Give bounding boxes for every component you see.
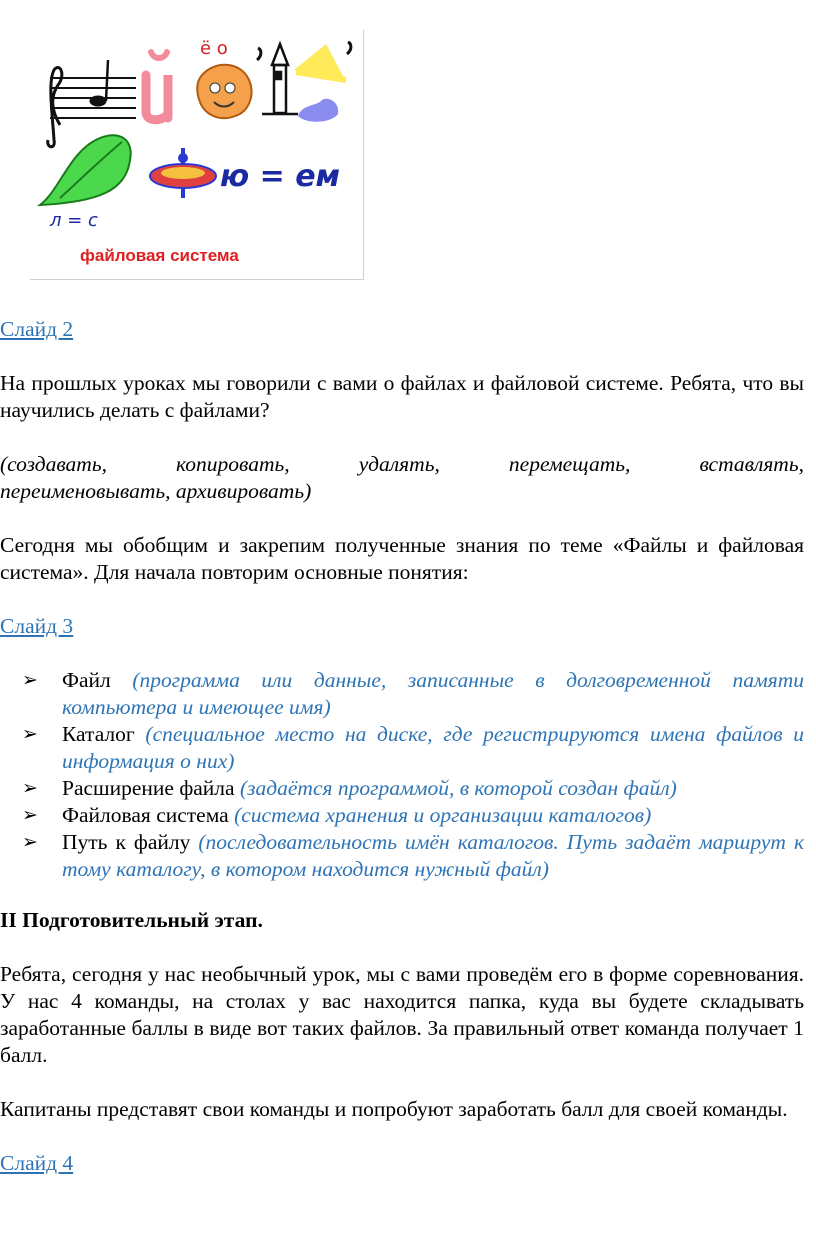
arrow-bullet-icon: ➢ <box>22 778 38 799</box>
small-letters: ё о <box>200 38 228 59</box>
treble-clef-staff-icon <box>48 60 136 147</box>
term-definition: (специальное место на диске, где регистрируются имена файлов и информация о них) <box>62 722 805 773</box>
tower-icon <box>262 44 298 114</box>
term-definition: (программа или данные, записанные в долговременной памяти компьютера и имеющее имя) <box>62 668 804 719</box>
rebus-drawing <box>30 30 364 280</box>
list-item <box>0 667 804 721</box>
slide-2-paragraph-1: На прошлых уроках мы говорили с вами о файлах и файловой системе. Ребята, что вы научились делать с файлами? <box>0 371 804 422</box>
term-definition: (задаётся программой, в которой создан файл) <box>239 776 677 800</box>
term: Файл <box>62 668 111 692</box>
face-icon <box>197 65 251 118</box>
rebus-equation-1: ю = ем <box>220 159 341 194</box>
slide-3-link[interactable]: Слайд 3 <box>0 614 74 638</box>
stage-2-paragraph-1: Ребята, сегодня у нас необычный урок, мы с вами проведём его в форме соревнования. У нас 4 команды, на столах у вас находится папка, куда вы будете складывать заработанные баллы в виде вот таких файлов. За правильный ответ команда получает 1 балл. <box>0 962 804 1067</box>
term: Файловая система <box>62 803 229 827</box>
list-item <box>0 829 804 883</box>
document-body <box>0 316 804 1177</box>
list-item <box>0 721 804 775</box>
cloud-icon <box>298 99 338 122</box>
flag-icon <box>294 42 351 80</box>
slide-2-paragraph-2: Сегодня мы обобщим и закрепим полученные знания по теме «Файлы и файловая система». Для начала повторим основные понятия: <box>0 533 804 584</box>
slide-2-answer-line-1: (создавать, копировать, удалять, перемещать, вставлять, <box>0 452 804 476</box>
stage-2-heading: II Подготовительный этап. <box>0 908 263 932</box>
list-item <box>0 775 804 802</box>
stage-2-paragraph-2: Капитаны представят свои команды и попробуют заработать балл для своей команды. <box>0 1097 788 1121</box>
term: Расширение файла <box>62 776 235 800</box>
pink-letter-icon <box>146 52 168 120</box>
terms-list <box>0 667 804 883</box>
slide-2-answer-line-2: переименовывать, архивировать) <box>0 479 312 503</box>
arrow-bullet-icon: ➢ <box>22 724 38 745</box>
term-definition: (система хранения и организации каталогов) <box>234 803 652 827</box>
term: Путь к файлу <box>62 830 191 854</box>
term-definition: (последовательность имён каталогов. Путь задаёт маршрут к тому каталогу, в котором находится нужный файл) <box>62 830 805 881</box>
spinning-top-icon <box>150 148 216 198</box>
term: Каталог <box>62 722 135 746</box>
rebus-equation-2: л = с <box>50 210 98 231</box>
slide-2-link[interactable]: Слайд 2 <box>0 317 74 341</box>
arrow-bullet-icon: ➢ <box>22 670 38 691</box>
arrow-bullet-icon: ➢ <box>22 832 38 853</box>
rebus-picture <box>30 30 364 280</box>
rebus-caption: файловая система <box>80 246 239 265</box>
arrow-bullet-icon: ➢ <box>22 805 38 826</box>
slide-4-link[interactable]: Слайд 4 <box>0 1151 74 1175</box>
list-item <box>0 802 804 829</box>
comma-icon <box>257 48 261 60</box>
